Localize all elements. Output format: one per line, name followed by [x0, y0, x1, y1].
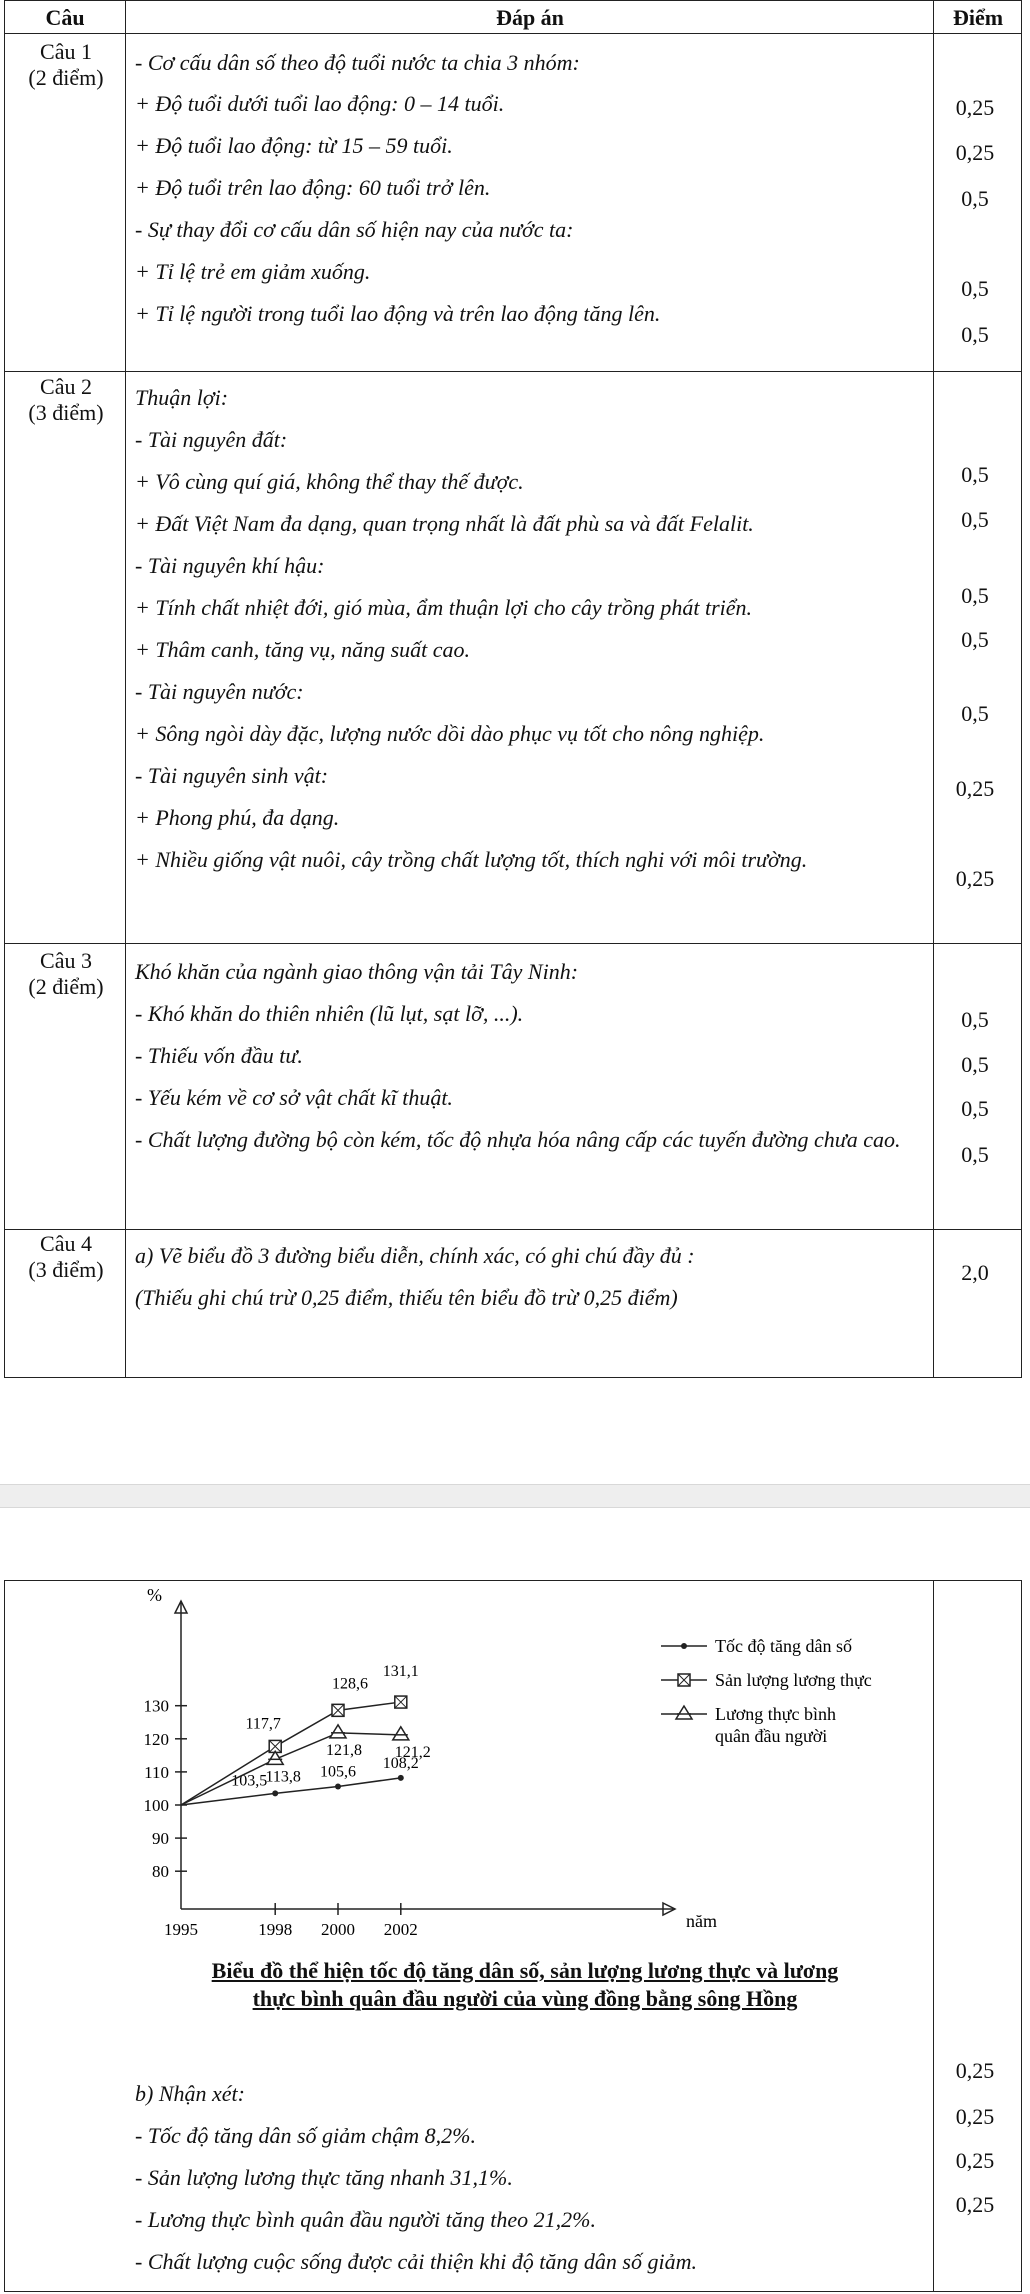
answer-line: + Sông ngòi dày đặc, lượng nước dồi dào phục vụ tốt cho nông nghiệp. [135, 721, 765, 746]
score: 0,5 [961, 186, 989, 211]
data-label: 117,7 [245, 1715, 281, 1733]
score: 0,25 [955, 776, 995, 801]
score: 2,0 [961, 1260, 989, 1285]
score: 0,5 [961, 1142, 989, 1167]
page-break [0, 1484, 1030, 1508]
answer-line: + Phong phú, đa dạng. [135, 805, 340, 830]
answer-line: + Tỉ lệ người trong tuổi lao động và trên lao động tăng lên. [135, 301, 661, 326]
y-tick-label: 80 [152, 1862, 169, 1882]
chart-title-line-1: Biểu đồ thể hiện tốc độ tăng dân số, sản lượng lương thực và lương [211, 1958, 839, 1983]
data-label: 113,8 [265, 1768, 301, 1786]
score: 0,25 [955, 2104, 995, 2129]
header-cau: Câu [45, 5, 85, 30]
x-tick-label: 2000 [321, 1920, 355, 1939]
row-divider [5, 943, 1021, 944]
y-tick-label: 110 [144, 1762, 169, 1782]
score: 0,5 [961, 1052, 989, 1077]
line-chart [5, 1581, 925, 1951]
score: 0,5 [961, 583, 989, 608]
question-1-title: Câu 1 [40, 39, 92, 64]
answer-line: Khó khăn của ngành giao thông vận tải Tây Ninh: [135, 959, 579, 984]
answer-line: + Độ tuổi trên lao động: 60 tuổi trở lên. [135, 175, 491, 200]
score: 0,25 [955, 2148, 995, 2173]
header-diem: Điểm [952, 5, 1004, 30]
point-marker [335, 1783, 341, 1789]
y-tick-label: 90 [152, 1829, 169, 1849]
score: 0,5 [961, 701, 989, 726]
answer-line: + Vô cùng quí giá, không thể thay thế được. [135, 469, 524, 494]
column-divider [125, 1, 126, 1377]
data-label: 105,6 [320, 1763, 356, 1781]
point-marker [267, 1751, 283, 1764]
question-1-points: (2 điểm) [28, 65, 104, 90]
data-label: 108,2 [382, 1754, 419, 1772]
answer-line: - Tài nguyên đất: [135, 427, 288, 452]
question-4-title: Câu 4 [40, 1231, 92, 1256]
answer-line: Thuận lợi: [135, 385, 229, 410]
y-tick-label: 100 [143, 1796, 169, 1815]
score: 0,25 [955, 140, 995, 165]
question-3-points: (2 điểm) [28, 974, 104, 999]
answer-line: - Tài nguyên sinh vật: [135, 763, 329, 788]
y-tick-label: 120 [143, 1729, 169, 1749]
legend-label: Sản lượng lương thực [715, 1670, 872, 1690]
score: 0,25 [955, 866, 995, 891]
point-marker [681, 1643, 687, 1649]
x-tick-label: 1998 [258, 1920, 293, 1939]
score: 0,5 [961, 462, 989, 487]
point-marker [393, 1727, 409, 1740]
data-label: 121,2 [394, 1743, 431, 1761]
answer-line: - Lương thực bình quân đầu người tăng theo 21,2%. [135, 2207, 596, 2232]
answer-line: - Yếu kém về cơ sở vật chất kĩ thuật. [135, 1085, 453, 1110]
answer-line: a) Vẽ biểu đồ 3 đường biểu diễn, chính xác, có ghi chú đầy đủ : [135, 1243, 695, 1268]
header-divider [5, 33, 1021, 34]
answer-line: + Đất Việt Nam đa dạng, quan trọng nhất là đất phù sa và đất Felalit. [135, 511, 754, 536]
answer-line: - Chất lượng đường bộ còn kém, tốc độ nhựa hóa nâng cấp các tuyến đường chưa cao. [135, 1127, 901, 1152]
answer-line: b) Nhận xét: [135, 2081, 245, 2106]
row-divider [5, 371, 1021, 372]
answer-line: + Độ tuổi lao động: từ 15 – 59 tuổi. [135, 133, 453, 158]
score: 0,5 [961, 1007, 989, 1032]
column-divider [933, 1581, 934, 2291]
row-divider [5, 1229, 1021, 1230]
data-label: 131,1 [382, 1663, 419, 1681]
legend-label: Lương thực bình [715, 1704, 837, 1724]
answer-line: - Tốc độ tăng dân số giảm chậm 8,2%. [135, 2123, 476, 2148]
answer-line: - Chất lượng cuộc sống được cải thiện khi độ tăng dân số giảm. [135, 2249, 697, 2274]
answer-table-continued [4, 1580, 1022, 2292]
point-marker [676, 1706, 692, 1719]
answer-line: - Cơ cấu dân số theo độ tuổi nước ta chia 3 nhóm: [135, 50, 580, 75]
answer-line: - Sản lượng lương thực tăng nhanh 31,1%. [135, 2165, 513, 2190]
answer-line: + Tỉ lệ trẻ em giảm xuống. [135, 259, 371, 284]
score: 0,5 [961, 507, 989, 532]
score: 0,25 [955, 95, 995, 120]
legend-label: quân đầu người [715, 1726, 828, 1746]
x-tick-label: 1995 [164, 1920, 198, 1939]
answer-line: (Thiếu ghi chú trừ 0,25 điểm, thiếu tên biểu đồ trừ 0,25 điểm) [135, 1285, 678, 1310]
answer-table [4, 0, 1022, 1378]
point-marker [330, 1725, 346, 1738]
question-2-title: Câu 2 [40, 374, 92, 399]
score: 0,25 [955, 2192, 995, 2217]
score: 0,5 [961, 322, 989, 347]
x-tick-label: 2002 [383, 1920, 418, 1939]
answer-line: - Khó khăn do thiên nhiên (lũ lụt, sạt lỡ, ...). [135, 1001, 524, 1026]
chart-title-line-2: thực bình quân đầu người của vùng đồng bằng sông Hồng [252, 1986, 798, 2011]
y-tick-label: 130 [143, 1696, 169, 1716]
score: 0,5 [961, 276, 989, 301]
answer-line: + Thâm canh, tăng vụ, năng suất cao. [135, 637, 471, 662]
answer-line: - Thiếu vốn đầu tư. [135, 1043, 303, 1068]
data-label: 103,5 [231, 1772, 268, 1790]
header-dap-an: Đáp án [496, 5, 564, 30]
point-marker [398, 1775, 404, 1781]
y-unit-label: % [147, 1585, 162, 1605]
score: 0,25 [955, 2058, 995, 2083]
question-4-points: (3 điểm) [28, 1257, 104, 1282]
score: 0,5 [961, 627, 989, 652]
question-2-points: (3 điểm) [28, 400, 104, 425]
answer-line: - Tài nguyên khí hậu: [135, 553, 325, 578]
point-marker [272, 1790, 278, 1796]
score: 0,5 [961, 1096, 989, 1121]
question-3-title: Câu 3 [40, 948, 92, 973]
legend-label: Tốc độ tăng dân số [715, 1636, 852, 1656]
data-label: 121,8 [326, 1741, 362, 1759]
answer-line: - Tài nguyên nước: [135, 679, 304, 704]
answer-line: - Sự thay đổi cơ cấu dân số hiện nay của nước ta: [135, 217, 574, 242]
answer-line: + Độ tuổi dưới tuổi lao động: 0 – 14 tuổi. [135, 91, 505, 116]
answer-line: + Nhiều giống vật nuôi, cây trồng chất lượng tốt, thích nghi với môi trường. [135, 847, 808, 872]
answer-line: + Tính chất nhiệt đới, gió mùa, ẩm thuận lợi cho cây trồng phát triển. [135, 595, 753, 620]
data-label: 128,6 [332, 1675, 368, 1693]
x-axis-label: năm [686, 1911, 717, 1931]
